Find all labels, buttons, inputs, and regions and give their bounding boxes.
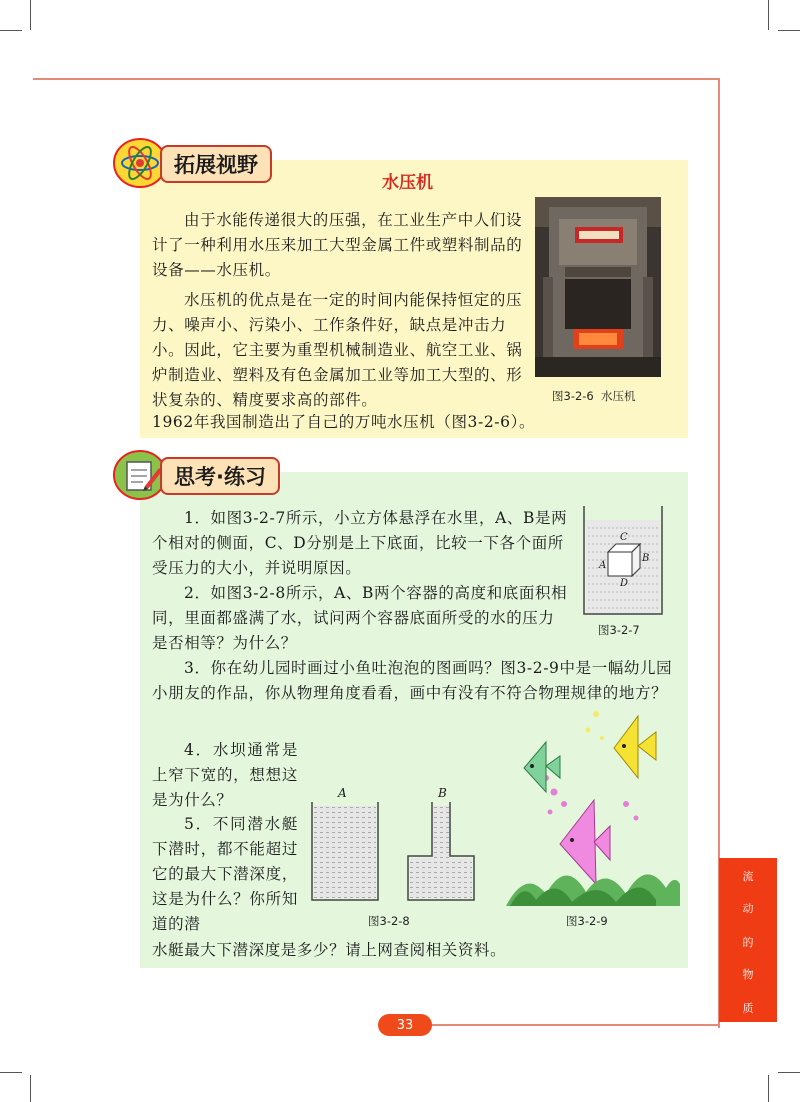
crop-mark xyxy=(30,0,31,30)
extension-text: 由于水能传递很大的压强，在工业生产中人们设计了一种利用水压来加工大型金属工件或塑料制品的设备——水压机。 xyxy=(152,211,523,279)
clipboard-icon xyxy=(113,450,167,500)
side-tab-char: 的 xyxy=(742,936,754,949)
figure-two-containers xyxy=(308,800,488,904)
extension-text: 水压机的优点是在一定的时间内能保持恒定的压力、噪声小、污染小、工作条件好，缺点是冲击力小。因此，它主要为重型机械制造业、航空工业、锅炉制造业、塑料及有色金属加工业等加工大型的、形状复杂的、精度要求高的部件。 xyxy=(152,291,523,409)
question-text: 3．你在幼儿园时画过小鱼吐泡泡的图画吗？图3-2-9中是一幅幼儿园小朋友的作品，你从物理角度看看，画中有没有不符合物理规律的地方？ xyxy=(152,659,673,702)
exercise-badge xyxy=(160,457,280,495)
side-tab-char: 物 xyxy=(742,968,754,981)
question-5 xyxy=(152,812,298,937)
atom-icon xyxy=(113,138,167,188)
chapter-side-tab xyxy=(719,858,777,1022)
crop-mark xyxy=(30,1075,31,1102)
top-rule xyxy=(33,78,719,80)
question-4 xyxy=(152,738,298,813)
crop-mark xyxy=(778,1072,800,1073)
page-number-badge xyxy=(378,1014,432,1036)
extension-paragraph-2 xyxy=(152,288,524,413)
question-text: 4．水坝通常是上窄下宽的，想想这是为什么？ xyxy=(152,741,298,809)
figure-caption: 图3-2-6 水压机 xyxy=(552,389,636,403)
question-text: 5．不同潜水艇下潜时，都不能超过它的最大下潜深度，这是为什么？你所知道的潜 xyxy=(152,815,298,933)
crop-mark xyxy=(0,1072,22,1073)
figure-cube-in-water xyxy=(578,506,668,618)
figure-label-b: B xyxy=(642,553,650,564)
crop-mark xyxy=(768,1075,769,1102)
question-5-last-line: 水艇最大下潜深度是多少？请上网查阅相关资料。 xyxy=(152,941,507,959)
crop-mark xyxy=(0,30,22,31)
figure-caption: 图3-2-8 xyxy=(368,914,410,928)
question-1 xyxy=(152,506,570,581)
figure-label-a: A xyxy=(599,560,607,571)
figure-caption: 图3-2-7 xyxy=(598,623,640,637)
side-tab-char: 动 xyxy=(742,902,754,915)
container-label-a: A xyxy=(338,786,347,800)
extension-paragraph-1 xyxy=(152,208,524,283)
crop-mark xyxy=(768,0,769,30)
question-2 xyxy=(152,581,570,656)
question-text: 2．如图3-2-8所示，A、B两个容器的高度和底面积相同，里面都盛满了水，试问两个容器底面所受的水的压力是否相等？为什么？ xyxy=(152,584,568,652)
extension-title: 水压机 xyxy=(382,173,433,193)
figure-fish-drawing xyxy=(506,708,680,906)
crop-mark xyxy=(778,30,800,31)
extension-badge-label: 拓展视野 xyxy=(174,153,258,177)
side-tab-char: 流 xyxy=(742,870,754,883)
page-number: 33 xyxy=(396,1017,414,1033)
extension-last-line: 1962年我国制造出了自己的万吨水压机（图3-2-6）。 xyxy=(152,413,536,431)
figure-caption: 图3-2-9 xyxy=(566,914,608,928)
question-text: 1．如图3-2-7所示，小立方体悬浮在水里，A、B是两个相对的侧面，C、D分别是上下底面，比较一下各个面所受压力的大小，并说明原因。 xyxy=(152,509,568,577)
figure-label-d: D xyxy=(620,578,629,589)
container-label-b: B xyxy=(438,786,447,800)
extension-badge xyxy=(160,145,272,183)
question-3 xyxy=(152,656,682,706)
bottom-rule xyxy=(430,1024,720,1026)
figure-label-c: C xyxy=(620,532,628,543)
hydraulic-press-photo xyxy=(535,197,661,377)
exercise-badge-label: 思考·练习 xyxy=(174,465,266,489)
side-tab-char: 质 xyxy=(742,1002,754,1015)
